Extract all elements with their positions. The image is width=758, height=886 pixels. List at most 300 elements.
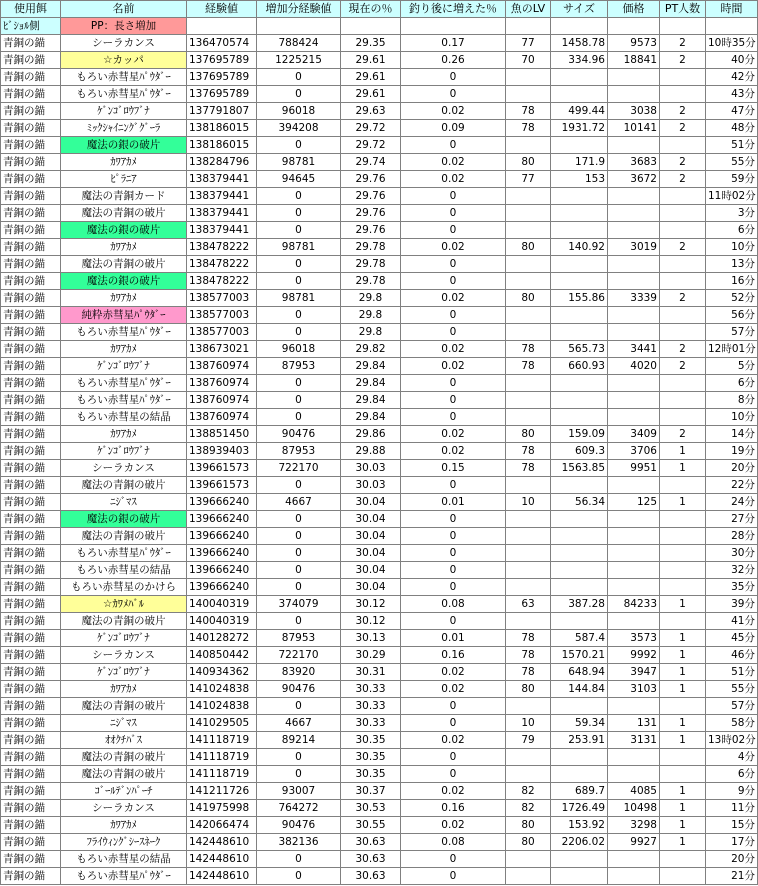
column-header-price[interactable]: 価格	[608, 1, 660, 18]
exp-cell[interactable]: 137695789	[187, 69, 257, 86]
time-cell[interactable]: 47分	[706, 103, 758, 120]
inc-cell[interactable]: 0	[401, 137, 506, 154]
size-cell[interactable]	[551, 324, 608, 341]
time-cell[interactable]: 19分	[706, 443, 758, 460]
time-cell[interactable]: 5分	[706, 358, 758, 375]
bait-cell[interactable]: 青銅の錨	[1, 239, 61, 256]
gain-cell[interactable]: 0	[257, 613, 341, 630]
lv-cell[interactable]: 78	[506, 443, 551, 460]
size-cell[interactable]: 171.9	[551, 154, 608, 171]
exp-cell[interactable]: 138939403	[187, 443, 257, 460]
inc-cell[interactable]: 0	[401, 766, 506, 783]
exp-cell[interactable]: 141024838	[187, 698, 257, 715]
bait-cell[interactable]: 青銅の錨	[1, 579, 61, 596]
lv-cell[interactable]: 80	[506, 834, 551, 851]
time-cell[interactable]: 13分	[706, 256, 758, 273]
lv-cell[interactable]: 80	[506, 426, 551, 443]
price-cell[interactable]	[608, 392, 660, 409]
name-cell[interactable]: もろい赤彗星の結晶	[61, 409, 187, 426]
gain-cell[interactable]: 0	[257, 188, 341, 205]
name-cell[interactable]: ｶﾜｱｶﾒ	[61, 154, 187, 171]
size-cell[interactable]: 587.4	[551, 630, 608, 647]
exp-cell[interactable]: 138478222	[187, 239, 257, 256]
empty-cell[interactable]	[187, 18, 257, 35]
exp-cell[interactable]: 138851450	[187, 426, 257, 443]
time-cell[interactable]: 9分	[706, 783, 758, 800]
size-cell[interactable]: 334.96	[551, 52, 608, 69]
lv-cell[interactable]	[506, 409, 551, 426]
price-cell[interactable]	[608, 205, 660, 222]
pct-cell[interactable]: 29.84	[341, 358, 401, 375]
bait-cell[interactable]: 青銅の錨	[1, 783, 61, 800]
name-cell[interactable]: もろい赤彗星ﾊﾟｳﾀﾞｰ	[61, 392, 187, 409]
size-cell[interactable]: 155.86	[551, 290, 608, 307]
lv-cell[interactable]	[506, 392, 551, 409]
size-cell[interactable]	[551, 528, 608, 545]
inc-cell[interactable]: 0	[401, 256, 506, 273]
size-cell[interactable]: 153.92	[551, 817, 608, 834]
inc-cell[interactable]: 0	[401, 511, 506, 528]
pt-cell[interactable]: 2	[660, 154, 706, 171]
name-cell[interactable]: 魔法の銀の破片	[61, 511, 187, 528]
gain-cell[interactable]: 382136	[257, 834, 341, 851]
exp-cell[interactable]: 138478222	[187, 273, 257, 290]
lv-cell[interactable]	[506, 273, 551, 290]
pt-cell[interactable]: 2	[660, 52, 706, 69]
pct-cell[interactable]: 29.76	[341, 171, 401, 188]
exp-cell[interactable]: 141118719	[187, 766, 257, 783]
gain-cell[interactable]: 87953	[257, 358, 341, 375]
time-cell[interactable]: 27分	[706, 511, 758, 528]
bait-cell[interactable]: 青銅の錨	[1, 341, 61, 358]
pct-cell[interactable]: 29.8	[341, 307, 401, 324]
gain-cell[interactable]: 0	[257, 273, 341, 290]
pct-cell[interactable]: 30.37	[341, 783, 401, 800]
exp-cell[interactable]: 142066474	[187, 817, 257, 834]
name-cell[interactable]: 魔法の青銅の破片	[61, 766, 187, 783]
empty-cell[interactable]	[608, 18, 660, 35]
pt-cell[interactable]	[660, 766, 706, 783]
price-cell[interactable]	[608, 256, 660, 273]
exp-cell[interactable]: 138186015	[187, 137, 257, 154]
inc-cell[interactable]: 0	[401, 749, 506, 766]
gain-cell[interactable]: 374079	[257, 596, 341, 613]
bait-cell[interactable]: 青銅の錨	[1, 664, 61, 681]
size-cell[interactable]	[551, 222, 608, 239]
lv-cell[interactable]	[506, 222, 551, 239]
time-cell[interactable]: 11分	[706, 800, 758, 817]
lv-cell[interactable]: 70	[506, 52, 551, 69]
lv-cell[interactable]	[506, 868, 551, 885]
pt-cell[interactable]: 1	[660, 664, 706, 681]
lv-cell[interactable]	[506, 613, 551, 630]
bait-cell[interactable]: 青銅の錨	[1, 35, 61, 52]
name-cell[interactable]: 魔法の青銅の破片	[61, 698, 187, 715]
lv-cell[interactable]: 82	[506, 800, 551, 817]
pt-cell[interactable]: 2	[660, 120, 706, 137]
time-cell[interactable]: 32分	[706, 562, 758, 579]
inc-cell[interactable]: 0	[401, 222, 506, 239]
time-cell[interactable]: 17分	[706, 834, 758, 851]
exp-cell[interactable]: 138577003	[187, 324, 257, 341]
pct-cell[interactable]: 29.78	[341, 256, 401, 273]
exp-cell[interactable]: 138379441	[187, 205, 257, 222]
exp-cell[interactable]: 138284796	[187, 154, 257, 171]
pct-cell[interactable]: 30.12	[341, 596, 401, 613]
inc-cell[interactable]: 0.08	[401, 596, 506, 613]
inc-cell[interactable]: 0.15	[401, 460, 506, 477]
bait-cell[interactable]: 青銅の錨	[1, 630, 61, 647]
lv-cell[interactable]: 82	[506, 783, 551, 800]
pt-cell[interactable]	[660, 375, 706, 392]
time-cell[interactable]: 58分	[706, 715, 758, 732]
price-cell[interactable]: 3298	[608, 817, 660, 834]
time-cell[interactable]: 10分	[706, 239, 758, 256]
exp-cell[interactable]: 142448610	[187, 834, 257, 851]
time-cell[interactable]: 13時02分	[706, 732, 758, 749]
price-cell[interactable]: 84233	[608, 596, 660, 613]
size-cell[interactable]	[551, 613, 608, 630]
price-cell[interactable]: 10141	[608, 120, 660, 137]
pt-cell[interactable]: 1	[660, 834, 706, 851]
inc-cell[interactable]: 0.02	[401, 171, 506, 188]
lv-cell[interactable]: 78	[506, 460, 551, 477]
price-cell[interactable]: 3409	[608, 426, 660, 443]
gain-cell[interactable]: 87953	[257, 630, 341, 647]
exp-cell[interactable]: 138379441	[187, 188, 257, 205]
pct-cell[interactable]: 29.61	[341, 52, 401, 69]
time-cell[interactable]: 41分	[706, 613, 758, 630]
column-header-pt[interactable]: PT人数	[660, 1, 706, 18]
exp-cell[interactable]: 141118719	[187, 732, 257, 749]
inc-cell[interactable]: 0	[401, 545, 506, 562]
time-cell[interactable]: 6分	[706, 766, 758, 783]
size-cell[interactable]	[551, 137, 608, 154]
lv-cell[interactable]	[506, 545, 551, 562]
gain-cell[interactable]: 98781	[257, 154, 341, 171]
pt-cell[interactable]	[660, 273, 706, 290]
bait-cell[interactable]: 青銅の錨	[1, 290, 61, 307]
name-cell[interactable]: もろい赤彗星ﾊﾟｳﾀﾞｰ	[61, 69, 187, 86]
bait-cell[interactable]: 青銅の錨	[1, 86, 61, 103]
empty-cell[interactable]	[341, 18, 401, 35]
name-cell[interactable]: もろい赤彗星ﾊﾟｳﾀﾞｰ	[61, 86, 187, 103]
bait-cell[interactable]: 青銅の錨	[1, 324, 61, 341]
time-cell[interactable]: 42分	[706, 69, 758, 86]
inc-cell[interactable]: 0.02	[401, 103, 506, 120]
price-cell[interactable]: 4085	[608, 783, 660, 800]
name-cell[interactable]: ｹﾞﾝｺﾞﾛｳﾌﾞﾅ	[61, 443, 187, 460]
bait-cell[interactable]: 青銅の錨	[1, 511, 61, 528]
name-cell[interactable]: 魔法の銀の破片	[61, 137, 187, 154]
size-cell[interactable]: 2206.02	[551, 834, 608, 851]
column-header-size[interactable]: サイズ	[551, 1, 608, 18]
lv-cell[interactable]	[506, 137, 551, 154]
exp-cell[interactable]: 138673021	[187, 341, 257, 358]
time-cell[interactable]: 51分	[706, 137, 758, 154]
name-cell[interactable]: 魔法の青銅の破片	[61, 613, 187, 630]
pct-cell[interactable]: 29.82	[341, 341, 401, 358]
lv-cell[interactable]: 78	[506, 358, 551, 375]
size-cell[interactable]: 1458.78	[551, 35, 608, 52]
pct-cell[interactable]: 30.04	[341, 494, 401, 511]
exp-cell[interactable]: 139666240	[187, 511, 257, 528]
time-cell[interactable]: 28分	[706, 528, 758, 545]
pct-cell[interactable]: 29.61	[341, 86, 401, 103]
gain-cell[interactable]: 722170	[257, 647, 341, 664]
size-cell[interactable]: 660.93	[551, 358, 608, 375]
pct-cell[interactable]: 29.8	[341, 324, 401, 341]
inc-cell[interactable]: 0	[401, 562, 506, 579]
time-cell[interactable]: 30分	[706, 545, 758, 562]
empty-cell[interactable]	[660, 18, 706, 35]
gain-cell[interactable]: 4667	[257, 715, 341, 732]
pct-cell[interactable]: 29.76	[341, 222, 401, 239]
pct-cell[interactable]: 29.72	[341, 137, 401, 154]
name-cell[interactable]: シーラカンス	[61, 647, 187, 664]
name-cell[interactable]: ☆カッパ	[61, 52, 187, 69]
column-header-bait[interactable]: 使用餌	[1, 1, 61, 18]
inc-cell[interactable]: 0.02	[401, 817, 506, 834]
pt-cell[interactable]	[660, 69, 706, 86]
lv-cell[interactable]: 80	[506, 681, 551, 698]
pct-cell[interactable]: 29.78	[341, 273, 401, 290]
lv-cell[interactable]: 80	[506, 239, 551, 256]
inc-cell[interactable]: 0.02	[401, 681, 506, 698]
pct-cell[interactable]: 29.84	[341, 375, 401, 392]
lv-cell[interactable]: 10	[506, 494, 551, 511]
pt-cell[interactable]: 1	[660, 494, 706, 511]
lv-cell[interactable]	[506, 477, 551, 494]
size-cell[interactable]: 387.28	[551, 596, 608, 613]
name-cell[interactable]: シーラカンス	[61, 460, 187, 477]
pt-cell[interactable]: 1	[660, 817, 706, 834]
price-cell[interactable]	[608, 562, 660, 579]
exp-cell[interactable]: 138478222	[187, 256, 257, 273]
gain-cell[interactable]: 1225215	[257, 52, 341, 69]
gain-cell[interactable]: 0	[257, 137, 341, 154]
pt-cell[interactable]: 1	[660, 783, 706, 800]
time-cell[interactable]: 52分	[706, 290, 758, 307]
inc-cell[interactable]: 0.17	[401, 35, 506, 52]
exp-cell[interactable]: 138760974	[187, 392, 257, 409]
pct-cell[interactable]: 30.63	[341, 851, 401, 868]
size-cell[interactable]: 609.3	[551, 443, 608, 460]
pt-cell[interactable]	[660, 188, 706, 205]
lv-cell[interactable]: 78	[506, 647, 551, 664]
bait-cell[interactable]: 青銅の錨	[1, 120, 61, 137]
pct-cell[interactable]: 30.04	[341, 528, 401, 545]
gain-cell[interactable]: 0	[257, 528, 341, 545]
size-cell[interactable]: 499.44	[551, 103, 608, 120]
pt-cell[interactable]: 1	[660, 460, 706, 477]
time-cell[interactable]: 8分	[706, 392, 758, 409]
name-cell[interactable]: 魔法の青銅の破片	[61, 256, 187, 273]
gain-cell[interactable]: 98781	[257, 290, 341, 307]
size-cell[interactable]: 1570.21	[551, 647, 608, 664]
gain-cell[interactable]: 0	[257, 222, 341, 239]
size-cell[interactable]: 253.91	[551, 732, 608, 749]
gain-cell[interactable]: 0	[257, 545, 341, 562]
pt-cell[interactable]	[660, 409, 706, 426]
time-cell[interactable]: 39分	[706, 596, 758, 613]
name-cell[interactable]: ｶﾜｱｶﾒ	[61, 290, 187, 307]
price-cell[interactable]: 3019	[608, 239, 660, 256]
exp-cell[interactable]: 137791807	[187, 103, 257, 120]
pct-cell[interactable]: 30.04	[341, 562, 401, 579]
time-cell[interactable]: 11時02分	[706, 188, 758, 205]
size-cell[interactable]: 1726.49	[551, 800, 608, 817]
bait-cell[interactable]: 青銅の錨	[1, 494, 61, 511]
size-cell[interactable]	[551, 698, 608, 715]
exp-cell[interactable]: 141211726	[187, 783, 257, 800]
price-cell[interactable]	[608, 222, 660, 239]
gain-cell[interactable]: 83920	[257, 664, 341, 681]
pt-cell[interactable]	[660, 749, 706, 766]
price-cell[interactable]: 3672	[608, 171, 660, 188]
price-cell[interactable]: 9927	[608, 834, 660, 851]
name-cell[interactable]: ｶﾜｱｶﾒ	[61, 341, 187, 358]
pt-cell[interactable]	[660, 86, 706, 103]
price-cell[interactable]: 3947	[608, 664, 660, 681]
gain-cell[interactable]: 94645	[257, 171, 341, 188]
bait-cell[interactable]: 青銅の錨	[1, 426, 61, 443]
lv-cell[interactable]	[506, 698, 551, 715]
gain-cell[interactable]: 96018	[257, 103, 341, 120]
exp-cell[interactable]: 139666240	[187, 528, 257, 545]
size-cell[interactable]	[551, 579, 608, 596]
price-cell[interactable]	[608, 698, 660, 715]
lv-cell[interactable]: 77	[506, 35, 551, 52]
pt-cell[interactable]	[660, 307, 706, 324]
pct-cell[interactable]: 30.63	[341, 868, 401, 885]
gain-cell[interactable]: 0	[257, 307, 341, 324]
bait-cell[interactable]: 青銅の錨	[1, 188, 61, 205]
time-cell[interactable]: 6分	[706, 222, 758, 239]
inc-cell[interactable]: 0.16	[401, 647, 506, 664]
lv-cell[interactable]	[506, 579, 551, 596]
gain-cell[interactable]: 788424	[257, 35, 341, 52]
size-cell[interactable]	[551, 307, 608, 324]
lv-cell[interactable]: 79	[506, 732, 551, 749]
exp-cell[interactable]: 138379441	[187, 171, 257, 188]
price-cell[interactable]: 3683	[608, 154, 660, 171]
size-cell[interactable]	[551, 69, 608, 86]
name-cell[interactable]: シーラカンス	[61, 35, 187, 52]
pct-cell[interactable]: 30.35	[341, 732, 401, 749]
pct-cell[interactable]: 29.84	[341, 392, 401, 409]
inc-cell[interactable]: 0.02	[401, 290, 506, 307]
time-cell[interactable]: 51分	[706, 664, 758, 681]
size-cell[interactable]	[551, 562, 608, 579]
price-cell[interactable]: 131	[608, 715, 660, 732]
bait-cell[interactable]: 青銅の錨	[1, 528, 61, 545]
name-cell[interactable]: ｶﾜｱｶﾒ	[61, 426, 187, 443]
time-cell[interactable]: 6分	[706, 375, 758, 392]
inc-cell[interactable]: 0	[401, 205, 506, 222]
gain-cell[interactable]: 90476	[257, 817, 341, 834]
price-cell[interactable]: 3573	[608, 630, 660, 647]
price-cell[interactable]: 9951	[608, 460, 660, 477]
bait-cell[interactable]: 青銅の錨	[1, 154, 61, 171]
lv-cell[interactable]	[506, 749, 551, 766]
name-cell[interactable]: 魔法の青銅の破片	[61, 749, 187, 766]
bait-cell[interactable]: 青銅の錨	[1, 477, 61, 494]
bait-cell[interactable]: 青銅の錨	[1, 800, 61, 817]
time-cell[interactable]: 46分	[706, 647, 758, 664]
exp-cell[interactable]: 142448610	[187, 851, 257, 868]
price-cell[interactable]	[608, 579, 660, 596]
gain-cell[interactable]: 4667	[257, 494, 341, 511]
name-cell[interactable]: もろい赤彗星ﾊﾟｳﾀﾞｰ	[61, 324, 187, 341]
name-cell[interactable]: ｹﾞﾝｺﾞﾛｳﾌﾞﾅ	[61, 664, 187, 681]
time-cell[interactable]: 10時35分	[706, 35, 758, 52]
pt-cell[interactable]: 2	[660, 171, 706, 188]
size-cell[interactable]	[551, 545, 608, 562]
price-cell[interactable]	[608, 188, 660, 205]
pt-cell[interactable]: 2	[660, 290, 706, 307]
gain-cell[interactable]: 0	[257, 851, 341, 868]
lv-cell[interactable]: 80	[506, 290, 551, 307]
exp-cell[interactable]: 139666240	[187, 494, 257, 511]
pct-cell[interactable]: 30.33	[341, 681, 401, 698]
name-cell[interactable]: 純粋赤彗星ﾊﾟｳﾀﾞｰ	[61, 307, 187, 324]
exp-cell[interactable]: 142448610	[187, 868, 257, 885]
pct-cell[interactable]: 30.33	[341, 698, 401, 715]
price-cell[interactable]: 3103	[608, 681, 660, 698]
empty-cell[interactable]	[506, 18, 551, 35]
lv-cell[interactable]	[506, 375, 551, 392]
size-cell[interactable]: 159.09	[551, 426, 608, 443]
exp-cell[interactable]: 138577003	[187, 290, 257, 307]
gain-cell[interactable]: 722170	[257, 460, 341, 477]
name-cell[interactable]: ｺﾞｰﾙﾃﾞﾝﾊﾟｰﾁ	[61, 783, 187, 800]
name-cell[interactable]: ｹﾞﾝｺﾞﾛｳﾌﾞﾅ	[61, 358, 187, 375]
inc-cell[interactable]: 0	[401, 69, 506, 86]
pct-cell[interactable]: 29.35	[341, 35, 401, 52]
time-cell[interactable]: 4分	[706, 749, 758, 766]
gain-cell[interactable]: 90476	[257, 681, 341, 698]
pt-cell[interactable]	[660, 579, 706, 596]
inc-cell[interactable]: 0	[401, 409, 506, 426]
pct-cell[interactable]: 30.04	[341, 545, 401, 562]
bait-cell[interactable]: 青銅の錨	[1, 392, 61, 409]
gain-cell[interactable]: 764272	[257, 800, 341, 817]
pct-cell[interactable]: 30.31	[341, 664, 401, 681]
inc-cell[interactable]: 0.02	[401, 341, 506, 358]
gain-cell[interactable]: 0	[257, 205, 341, 222]
price-cell[interactable]: 3441	[608, 341, 660, 358]
empty-cell[interactable]	[257, 18, 341, 35]
size-cell[interactable]	[551, 409, 608, 426]
lv-cell[interactable]: 80	[506, 154, 551, 171]
time-cell[interactable]: 55分	[706, 154, 758, 171]
time-cell[interactable]: 10分	[706, 409, 758, 426]
price-cell[interactable]	[608, 409, 660, 426]
column-header-inc[interactable]: 釣り後に増えた％	[401, 1, 506, 18]
name-cell[interactable]: ｵｵｸﾁﾊﾞｽ	[61, 732, 187, 749]
time-cell[interactable]: 22分	[706, 477, 758, 494]
exp-cell[interactable]: 141024838	[187, 681, 257, 698]
bait-cell[interactable]: 青銅の錨	[1, 358, 61, 375]
inc-cell[interactable]: 0	[401, 392, 506, 409]
pt-cell[interactable]	[660, 868, 706, 885]
inc-cell[interactable]: 0.02	[401, 239, 506, 256]
price-cell[interactable]	[608, 477, 660, 494]
time-cell[interactable]: 59分	[706, 171, 758, 188]
column-header-lv[interactable]: 魚のLV	[506, 1, 551, 18]
bait-cell[interactable]: 青銅の錨	[1, 613, 61, 630]
